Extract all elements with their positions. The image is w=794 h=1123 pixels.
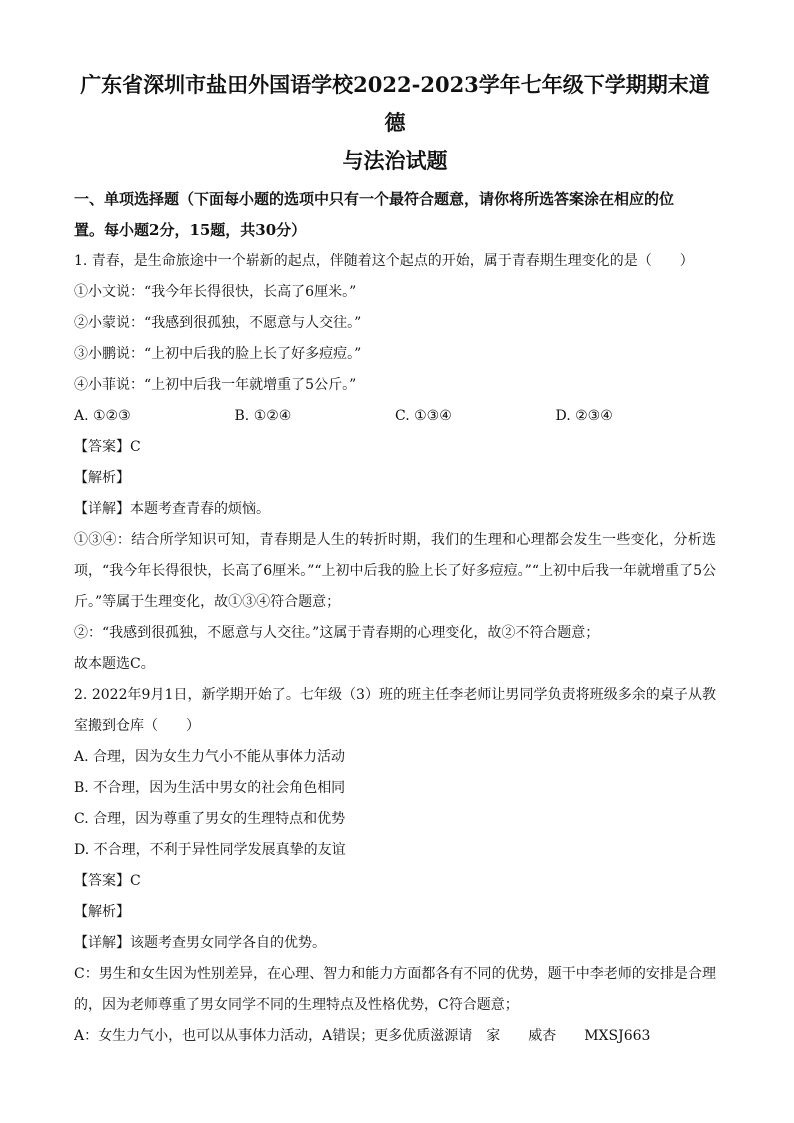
q2-explain-a: A：女生力气小，也可以从事体力活动，A错误；更多优质滋源请 家 威杏 MXSJ663 xyxy=(74,1028,651,1044)
document-title-line2: 与法治试题 xyxy=(342,148,448,173)
q1-statement-1: ①小文说：“我今年长得很快，长高了6厘米。” xyxy=(74,284,357,300)
q2-analysis-label: 【解析】 xyxy=(74,904,130,920)
q1-option-d: D. ②③④ xyxy=(555,408,613,424)
q2-detail: 【详解】该题考查男女同学各自的优势。 xyxy=(74,935,326,951)
q1-statement-4: ④小菲说：“上初中后我一年就增重了5公斤。” xyxy=(74,377,357,393)
q1-answer: 【答案】C xyxy=(74,439,141,455)
q1-analysis-label: 【解析】 xyxy=(74,470,130,486)
section-heading xyxy=(74,184,716,246)
q2-stem: 2. 2022年9月1日，新学期开始了。七年级（3）班的班主任李老师让男同学负责将班级多余的桌子从教室搬到仓库（ ） xyxy=(74,687,716,734)
q2-option-c: C. 合理，因为尊重了男女的生理特点和优势 xyxy=(74,811,346,827)
q1-option-a: A. ①②③ xyxy=(74,408,131,424)
q1-explain-1: ①③④：结合所学知识可知，青春期是人生的转折时期，我们的生理和心理都会发生一些变化，分析选项，“我今年长得很快，长高了6厘米。”“上初中后我的脸上长了好多痘痘。”“上初中后我一年就增重了5公斤。”等属于生理变化，故①③④符合题意； xyxy=(74,532,716,610)
q1-option-c: C. ①③④ xyxy=(395,408,452,424)
q2-option-b: B. 不合理，因为生活中男女的社会角色相同 xyxy=(74,780,346,796)
q1-stem: 1. 青春，是生命旅途中一个崭新的起点，伴随着这个起点的开始，属于青春期生理变化的是（ ） xyxy=(74,253,694,269)
q1-options xyxy=(74,401,716,432)
q1-statement-2: ②小蒙说：“我感到很孤独，不愿意与人交往。” xyxy=(74,315,362,331)
section-heading-line1: 一、单项选择题（下面每小题的选项中只有一个最符合题意，请你将所选答案涂在相应的位 xyxy=(74,190,675,208)
q1-option-b: B. ①②④ xyxy=(234,408,292,424)
section-heading-line2: 置。每小题2分，15题，共30分） xyxy=(74,221,307,239)
q1-explain-2: ②：“我感到很孤独，不愿意与人交往。”这属于青春期的心理变化，故②不符合题意； xyxy=(74,625,600,641)
q1-detail: 【详解】本题考查青春的烦恼。 xyxy=(74,501,270,517)
q2-option-d: D. 不合理，不利于异性同学发展真挚的友谊 xyxy=(74,842,346,858)
document-title-line1: 广东省深圳市盐田外国语学校2022-2023学年七年级下学期期末道德 xyxy=(80,72,710,135)
q1-statement-3: ③小鹏说：“上初中后我的脸上长了好多痘痘。” xyxy=(74,346,362,362)
q2-explain-c: C：男生和女生因为性别差异，在心理、智力和能力方面都各有不同的优势，题干中李老师的安排是合理的，因为老师尊重了男女同学不同的生理特点及性格优势，C符合题意； xyxy=(74,966,716,1013)
q2-answer: 【答案】C xyxy=(74,873,141,889)
q2-option-a: A. 合理，因为女生力气小不能从事体力活动 xyxy=(74,749,346,765)
q1-conclusion: 故本题选C。 xyxy=(74,656,155,672)
